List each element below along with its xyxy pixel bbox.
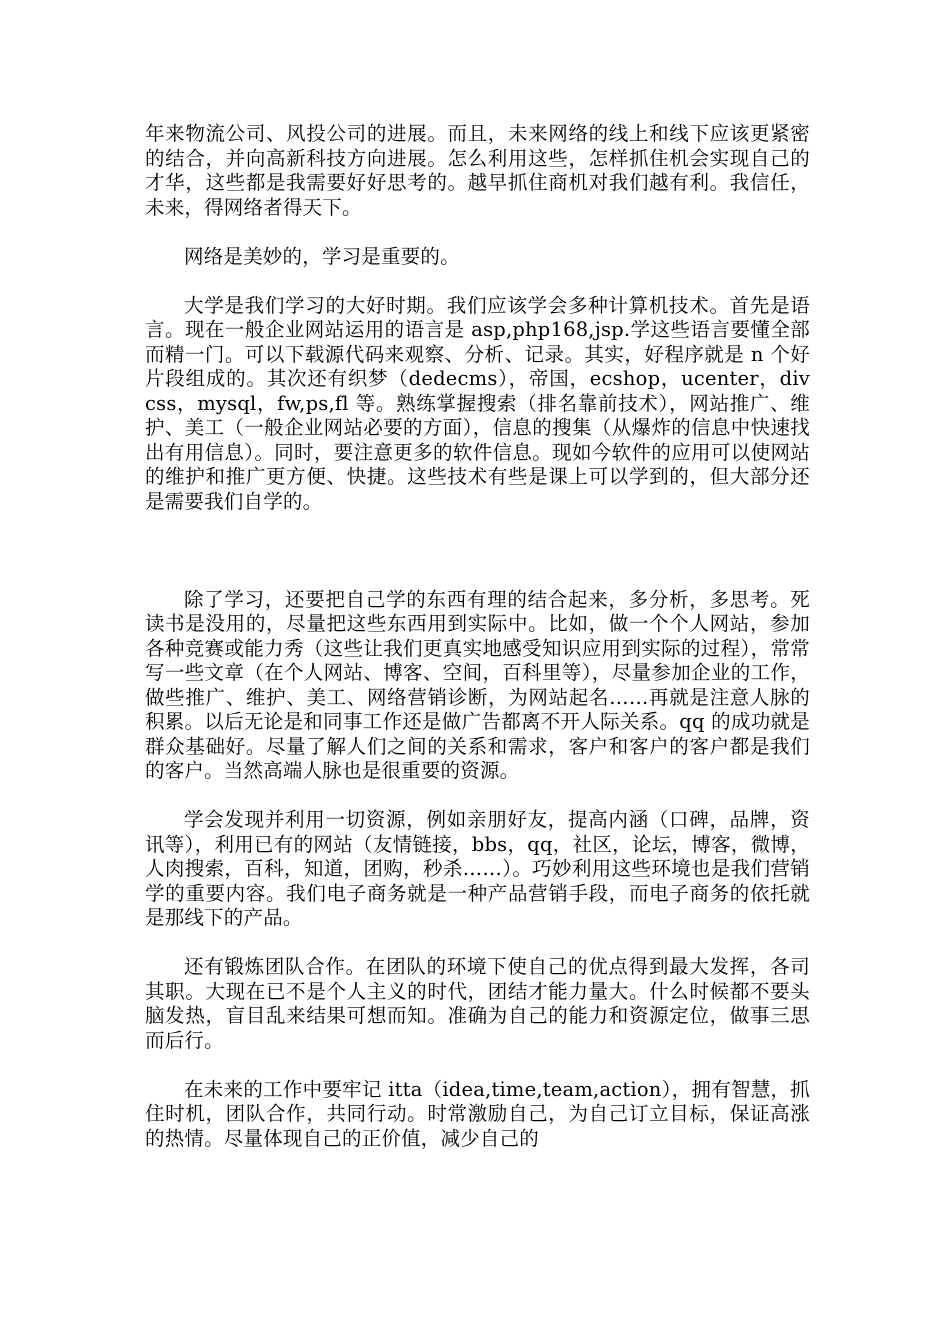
paragraph-gap (145, 784, 810, 809)
paragraph: 网络是美妙的，学习是重要的。 (184, 244, 460, 268)
paragraph-gap (145, 269, 810, 294)
paragraph: 大学是我们学习的大好时期。我们应该学会多种计算机技术。首先是语言。现在一般企业网站运用的语言是 asp,php168,jsp.学这些语言要懂全部而精一门。可以下载源代码来观察、分析、记录。其实，好程序就是 n 个好片段组成的。其次还有织梦（dedecms），帝国，ecshop，ucenter，div css，mysql，fw,ps,fl 等。熟练掌握搜索（排名靠前技术），网站推广、维护、美工（一般企业网站必要的方面），信息的搜集（从爆炸的信息中快速找出有用信息）。同时，要注意更多的软件信息。现如今软件的应用可以使网站的维护和推广更方便、快捷。这些技术有些是课上可以学到的，但大部分还是需要我们自学的。 (145, 293, 810, 513)
paragraph-gap (145, 220, 810, 245)
paragraph-continued: 年来物流公司、风投公司的进展。而且，未来网络的线上和线下应该更紧密的结合，并向高新科技方向进展。怎么利用这些，怎样抓住机会实现自己的才华，这些都是我需要好好思考的。越早抓住商机对我们越有利。我信任，未来，得网络者得天下。 (145, 122, 810, 219)
paragraph: 学会发现并利用一切资源，例如亲朋好友，提高内涵（口碑，品牌，资讯等），利用已有的网站（友情链接，bbs，qq，社区，论坛，博客，微博，人肉搜索，百科，知道，团购，秒杀……）。巧妙利用这些环境也是我们营销学的重要内容。我们电子商务就是一种产品营销手段，而电子商务的依托就是那线下的产品。 (145, 808, 810, 929)
paragraph-gap-large (145, 514, 810, 588)
paragraph-gap (145, 1053, 810, 1078)
paragraph: 还有锻炼团队合作。在团队的环境下使自己的优点得到最大发挥，各司其职。大现在已不是个人主义的时代，团结才能力量大。什么时候都不要头脑发热，盲目乱来结果可想而知。准确为自己的能力和资源定位，做事三思而后行。 (145, 955, 810, 1052)
paragraph: 除了学习，还要把自己学的东西有理的结合起来，多分析，多思考。死读书是没用的，尽量把这些东西用到实际中。比如，做一个个人网站，参加各种竞赛或能力秀（这些让我们更真实地感受知识应用到实际的过程），常常写一些文章（在个人网站、博客、空间，百科里等），尽量参加企业的工作，做些推广、维护、美工、网络营销诊断，为网站起名……再就是注意人脉的积累。以后无论是和同事工作还是做广告都离不开人际关系。qq 的成功就是群众基础好。尽量了解人们之间的关系和需求，客户和客户的客户都是我们的客户。当然高端人脉也是很重要的资源。 (145, 587, 810, 782)
paragraph-gap (145, 931, 810, 956)
paragraph: 在未来的工作中要牢记 itta（idea,time,team,action），拥有智慧，抓住时机，团队合作，共同行动。时常激励自己，为自己订立目标，保证高涨的热情。尽量体现自己的正价值，减少自己的 (145, 1077, 810, 1150)
document-page (145, 122, 810, 1151)
